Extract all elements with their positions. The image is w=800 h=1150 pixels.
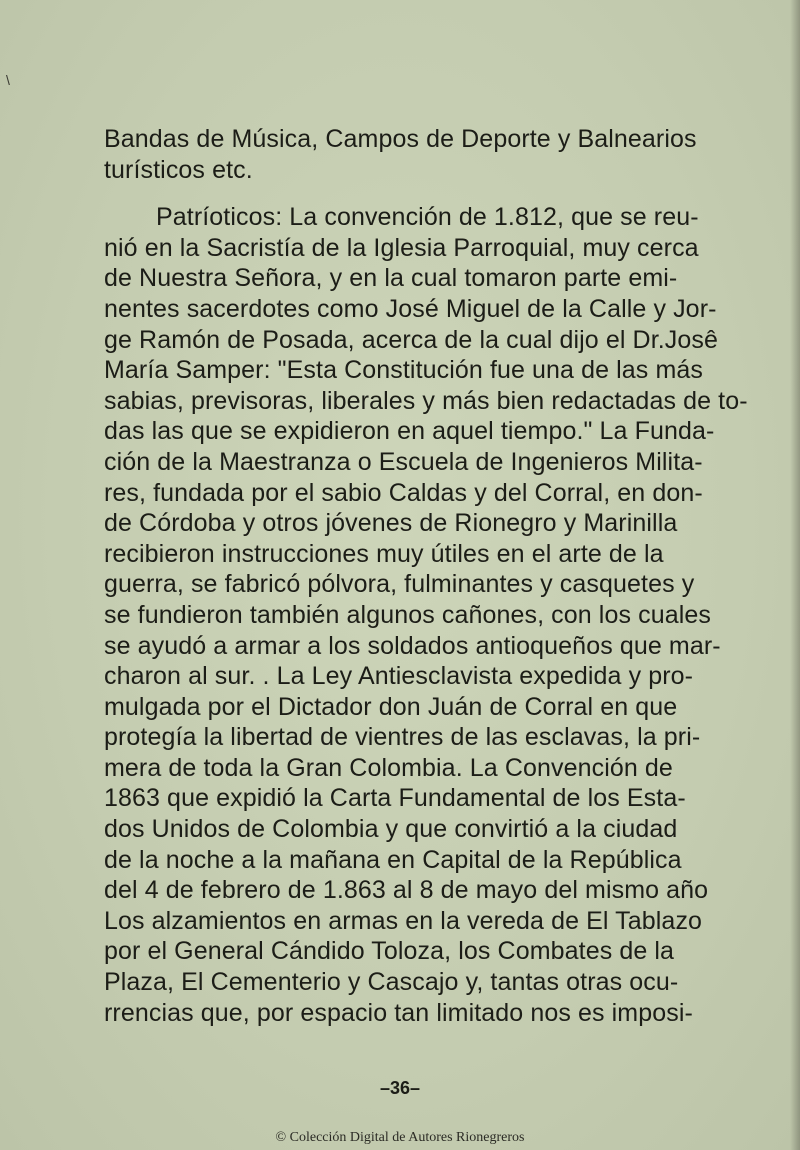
text-line: charon al sur. . La Ley Antiesclavista expedida y pro- <box>104 662 694 691</box>
text-line: María Samper: "Esta Constitución fue una de las más <box>104 356 703 385</box>
text-line: mulgada por el Dictador don Juán de Corral en que <box>104 692 678 721</box>
page-edge-shadow <box>790 0 800 1150</box>
text-line: rrencias que, por espacio tan limitado nos es imposi- <box>104 998 693 1027</box>
text-line: ción de la Maestranza o Escuela de Ingenieros Milita- <box>104 447 703 476</box>
text-line: Los alzamientos en armas en la vereda de El Tablazo <box>104 906 703 935</box>
text-line: 1863 que expidió la Carta Fundamental de los Esta- <box>104 784 686 813</box>
text-line: Plaza, El Cementerio y Cascajo y, tantas otras ocu- <box>104 968 679 997</box>
text-line: ge Ramón de Posada, acerca de la cual dijo el Dr.Josê <box>104 325 718 354</box>
text-line: Bandas de Música, Campos de Deporte y Balnearios <box>104 125 697 153</box>
paragraph-gap <box>104 185 744 202</box>
text-line: nió en la Sacristía de la Iglesia Parroquial, muy cerca <box>104 233 699 262</box>
text-line: guerra, se fabricó pólvora, fulminantes y casquetes y <box>104 570 695 599</box>
copyright-footer: © Colección Digital de Autores Rionegreros <box>275 1130 525 1145</box>
text-line: del 4 de febrero de 1.863 al 8 de mayo del mismo año <box>104 876 709 905</box>
text-line: mera de toda la Gran Colombia. La Convención de <box>104 753 673 782</box>
text-line: protegía la libertad de vientres de las esclavas, la pri- <box>104 723 701 752</box>
text-line: de Nuestra Señora, y en la cual tomaron parte emi- <box>104 264 678 293</box>
text-line: de Córdoba y otros jóvenes de Rionegro y Marinilla <box>104 509 678 538</box>
text-line: Patríoticos: La convención de 1.812, que se reu- <box>156 203 699 232</box>
text-line: turísticos etc. <box>104 155 253 184</box>
text-line: nentes sacerdotes como José Miguel de la Calle y Jor- <box>104 294 717 323</box>
page-number: –36– <box>379 1078 421 1098</box>
text-line: se ayudó a armar a los soldados antioqueños que mar- <box>104 631 721 660</box>
text-line: sabias, previsoras, liberales y más bien redactadas de to- <box>104 386 748 415</box>
text-line: das las que se expidieron en aquel tiempo." La Funda- <box>104 417 715 446</box>
scan-mark: \ <box>6 72 10 88</box>
text-line: recibieron instrucciones muy útiles en el arte de la <box>104 539 664 568</box>
text-line: de la noche a la mañana en Capital de la República <box>104 845 682 874</box>
text-line: por el General Cándido Toloza, los Combates de la <box>104 937 675 966</box>
text-line: res, fundada por el sabio Caldas y del Corral, en don- <box>104 478 703 507</box>
text-line: dos Unidos de Colombia y que convirtió a la ciudad <box>104 815 678 844</box>
body-text <box>104 124 748 1028</box>
text-line: se fundieron también algunos cañones, con los cuales <box>104 600 711 629</box>
